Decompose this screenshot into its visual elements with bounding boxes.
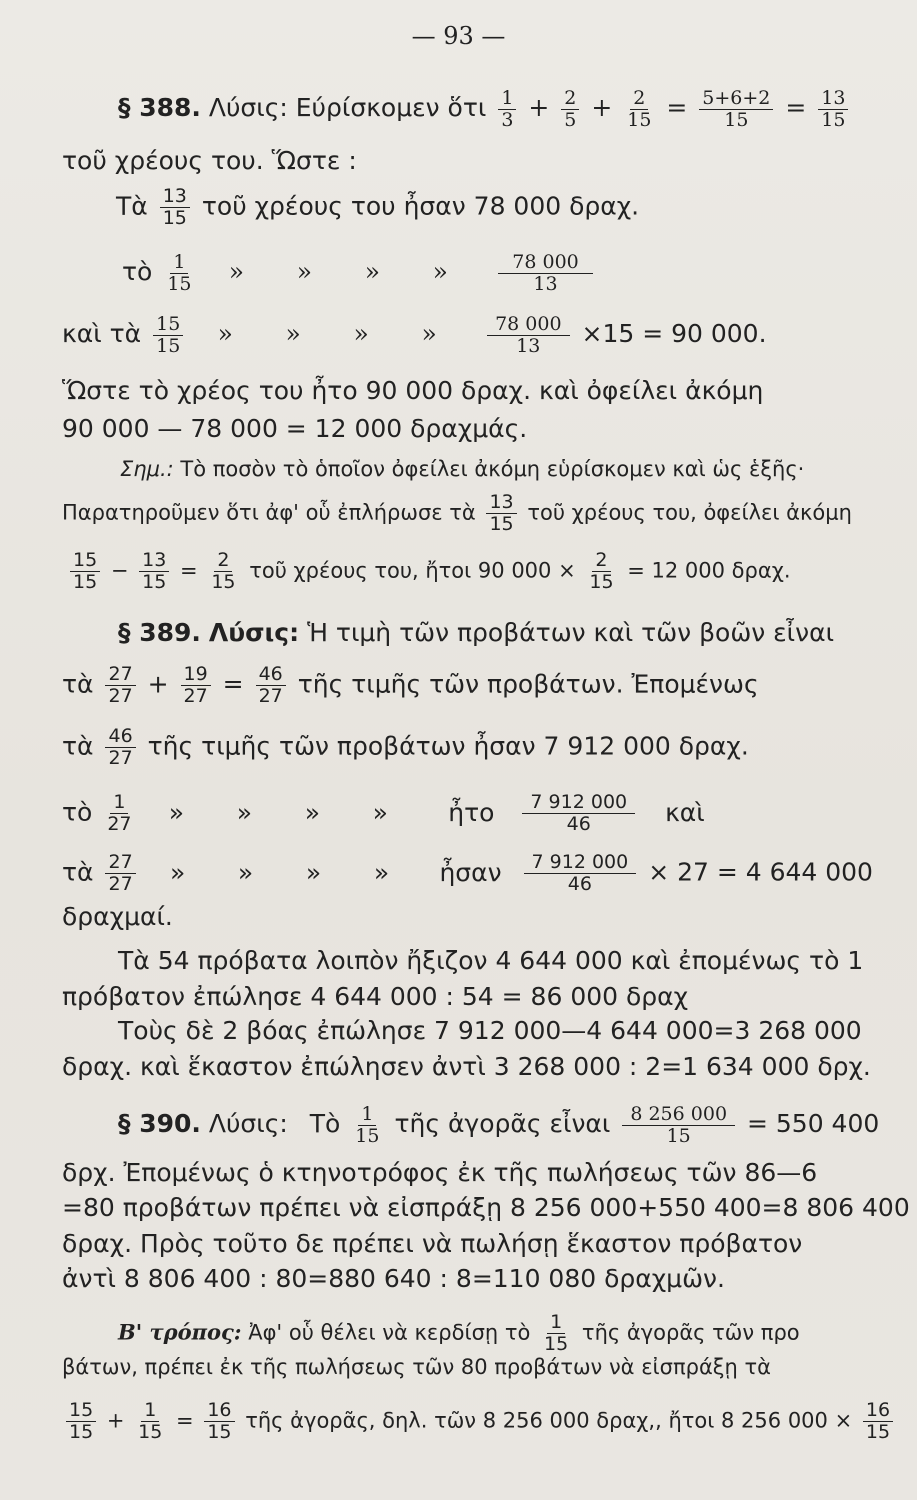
ditto-mark: » xyxy=(296,257,313,286)
minus-sign: − xyxy=(110,558,129,583)
equals-sign: = xyxy=(222,669,244,699)
fraction: $\frac{78 000}{13}$ xyxy=(498,252,592,295)
method-label: Β' τρόπος: xyxy=(118,1319,242,1345)
s390-heading-line xyxy=(118,1104,879,1147)
fraction: $\frac{19}{27}$ xyxy=(181,664,211,707)
text: τῆς τιμῆς τῶν προβάτων ἦσαν 7 912 000 δραχ. xyxy=(147,731,749,761)
s389-lysis: Λύσις: xyxy=(208,618,300,647)
fraction: $\frac{1}{27}$ xyxy=(107,791,132,835)
text: = 550 400 xyxy=(746,1109,880,1138)
fraction: $\frac{2}{15}$ xyxy=(627,87,652,131)
fraction: $\frac{13}{15}$ xyxy=(160,186,190,229)
ditto-mark: » xyxy=(372,797,388,827)
fraction: $\frac{1}{15}$ xyxy=(544,1311,569,1355)
note-text: τοῦ χρέους του, ἤτοι 90 000 × xyxy=(249,558,576,583)
fraction: $\frac{2}{15}$ xyxy=(211,549,236,593)
fraction: $\frac{15}{15}$ xyxy=(153,314,183,357)
ditto-mark: » xyxy=(217,319,233,348)
row-result: ×15 = 90 000. xyxy=(581,319,767,348)
plus-sign: + xyxy=(528,93,550,122)
fraction: $\frac{16}{15}$ xyxy=(863,1400,893,1443)
s388-intro: Εύρίσκομεν ὅτι xyxy=(295,93,487,122)
fraction: $\frac{2}{15}$ xyxy=(589,549,614,593)
text: Ἀφ' οὗ θέλει νὰ κερδίσῃ τὸ xyxy=(248,1320,531,1345)
s390-label: § 390. xyxy=(118,1109,201,1138)
s390-method-b-line3 xyxy=(62,1400,897,1443)
text: × 27 = 4 644 000 xyxy=(648,857,873,887)
text: τὰ xyxy=(62,669,94,699)
s388-para2: 90 000 — 78 000 = 12 000 δραχμάς. xyxy=(62,414,528,443)
ditto-mark: » xyxy=(421,319,437,348)
s390-para3: δραχ. Πρὸς τοῦτο δε πρέπει νὰ πωλήσῃ ἕκαστον πρόβατον xyxy=(62,1229,803,1258)
s389-text: Ἡ τιμὴ τῶν προβάτων καὶ τῶν βοῶν εἶναι xyxy=(307,618,835,647)
s390-para2: =80 προβάτων πρέπει νὰ εἰσπράξῃ 8 256 000+550 400=8 806 400 xyxy=(62,1193,910,1222)
s388-para1: Ὥστε τὸ χρέος του ἦτο 90 000 δραχ. καὶ ὀφείλει ἀκόμη xyxy=(62,376,764,405)
s388-row1 xyxy=(116,186,639,229)
s389-para1: Τὰ 54 πρόβατα λοιπὸν ἤξιζον 4 644 000 καὶ ἐπομένως τὸ 1 xyxy=(118,946,864,975)
s390-para4: ἀντὶ 8 806 400 : 80=880 640 : 8=110 080 δραχμῶν. xyxy=(62,1264,725,1293)
s388-label: § 388. xyxy=(118,93,201,122)
fraction: $\frac{27}{27}$ xyxy=(105,664,135,707)
s389-line3 xyxy=(62,726,749,769)
ditto-mark: » xyxy=(169,857,186,887)
fraction: $\frac{13}{15}$ xyxy=(486,492,516,535)
fraction: $\frac{2}{5}$ xyxy=(561,88,579,131)
s389-para3: Τοὺς δὲ 2 βόας ἐπώλησε 7 912 000—4 644 000=3 268 000 xyxy=(118,1016,862,1045)
text: τὸ xyxy=(62,797,93,827)
ditto-mark: » xyxy=(373,857,390,887)
ditto-mark: » xyxy=(353,319,369,348)
ditto-mark: » xyxy=(285,319,301,348)
fraction: $\frac{7 912 000}{46}$ xyxy=(522,792,635,835)
plus-sign: + xyxy=(147,669,169,699)
s388-note-line2 xyxy=(62,492,852,535)
equals-sign: = xyxy=(785,93,807,122)
fraction: $\frac{5+6+2}{15}$ xyxy=(699,88,773,131)
s389-label: § 389. xyxy=(118,618,201,647)
ditto-mark: » xyxy=(168,797,185,827)
s389-line4 xyxy=(62,792,705,835)
s388-row3 xyxy=(62,314,767,357)
row-label: τὸ xyxy=(122,257,153,286)
note-text: Τὸ ποσὸν τὸ ὁποῖον ὀφείλει ἀκόμη εὑρίσκομεν καὶ ὡς ἑξῆς· xyxy=(180,457,805,481)
ditto-mark: » xyxy=(304,797,320,827)
equals-sign: = xyxy=(666,93,688,122)
plus-sign: + xyxy=(106,1408,125,1433)
ditto-mark: » xyxy=(305,857,322,887)
text: τὰ xyxy=(62,857,94,887)
s390-lysis: Λύσις: xyxy=(208,1109,288,1138)
text: τῆς ἀγορᾶς τῶν προ xyxy=(581,1320,800,1345)
fraction: $\frac{46}{27}$ xyxy=(256,664,286,707)
text: ἦτο xyxy=(448,797,495,827)
s388-note-line3 xyxy=(66,550,791,593)
fraction: $\frac{27}{27}$ xyxy=(105,852,135,895)
s388-heading-line xyxy=(118,88,852,131)
s388-row2 xyxy=(122,252,597,295)
note-text: Παρατηροῦμεν ὅτι ἀφ' οὗ ἐπλήρωσε τὰ xyxy=(62,500,476,525)
note-text: τοῦ χρέους του, ὀφείλει ἀκόμη xyxy=(527,500,852,525)
row-text: τοῦ χρέους του ἦσαν 78 000 δραχ. xyxy=(201,191,640,221)
fraction: $\frac{13}{15}$ xyxy=(818,88,848,131)
fraction: $\frac{1}{15}$ xyxy=(138,1399,163,1443)
ditto-mark: » xyxy=(432,257,448,286)
text: τῆς τιμῆς τῶν προβάτων. Ἐπομένως xyxy=(297,669,759,699)
fraction: $\frac{78 000}{13}$ xyxy=(487,314,569,357)
ditto-mark: » xyxy=(237,857,254,887)
equals-sign: = xyxy=(180,558,198,583)
fraction: $\frac{7 912 000}{46}$ xyxy=(524,852,637,895)
fraction: $\frac{15}{15}$ xyxy=(66,1400,96,1443)
row-label: καὶ τὰ xyxy=(62,319,142,348)
page-number: — 93 — xyxy=(411,22,506,50)
ditto-mark: » xyxy=(364,257,380,286)
s389-para2: πρόβατον ἐπώλησε 4 644 000 : 54 = 86 000 δραχ xyxy=(62,982,689,1011)
fraction: $\frac{1}{15}$ xyxy=(167,251,192,295)
text: ἦσαν xyxy=(439,857,502,887)
fraction: $\frac{8 256 000}{15}$ xyxy=(622,1104,735,1147)
s388-note-line1 xyxy=(120,454,804,484)
fraction: $\frac{1}{15}$ xyxy=(355,1103,380,1147)
text: τῆς ἀγορᾶς εἶναι xyxy=(394,1109,611,1138)
text: καὶ xyxy=(665,797,705,827)
s390-method-b-line2: βάτων, πρέπει ἐκ τῆς πωλήσεως τῶν 80 προβάτων νὰ εἰσπράξῃ τὰ xyxy=(62,1355,771,1379)
s388-line2: τοῦ χρέους του. Ὥστε : xyxy=(62,146,357,175)
s389-heading-line xyxy=(118,618,834,648)
s388-lysis: Λύσις: xyxy=(208,93,288,122)
fraction: $\frac{16}{15}$ xyxy=(204,1400,234,1443)
fraction: $\frac{46}{27}$ xyxy=(105,726,135,769)
equals-sign: = xyxy=(176,1408,194,1433)
note-label: Σημ.: xyxy=(120,457,174,481)
note-text: = 12 000 δραχ. xyxy=(627,558,791,583)
ditto-mark: » xyxy=(228,257,245,286)
plus-sign: + xyxy=(591,93,613,122)
s389-line5 xyxy=(62,852,873,895)
s389-line2 xyxy=(62,664,759,707)
row-label: Τὰ xyxy=(116,191,148,221)
fraction: $\frac{13}{15}$ xyxy=(139,550,169,593)
s389-line6: δραχμαί. xyxy=(62,902,173,931)
text: τῆς ἀγορᾶς, δηλ. τῶν 8 256 000 δραχ,, ἤτοι 8 256 000 × xyxy=(245,1408,853,1433)
fraction: $\frac{1}{3}$ xyxy=(498,88,516,131)
text: Τὸ xyxy=(309,1109,341,1138)
s390-method-b-line1 xyxy=(118,1312,800,1355)
ditto-mark: » xyxy=(236,797,253,827)
fraction: $\frac{15}{15}$ xyxy=(70,550,100,593)
text: τὰ xyxy=(62,731,94,761)
s389-para4: δραχ. καὶ ἕκαστον ἐπώλησεν ἀντὶ 3 268 000 : 2=1 634 000 δρχ. xyxy=(62,1052,871,1081)
s390-para1: δρχ. Ἐπομένως ὁ κτηνοτρόφος ἐκ τῆς πωλήσεως τῶν 86—6 xyxy=(62,1158,818,1187)
